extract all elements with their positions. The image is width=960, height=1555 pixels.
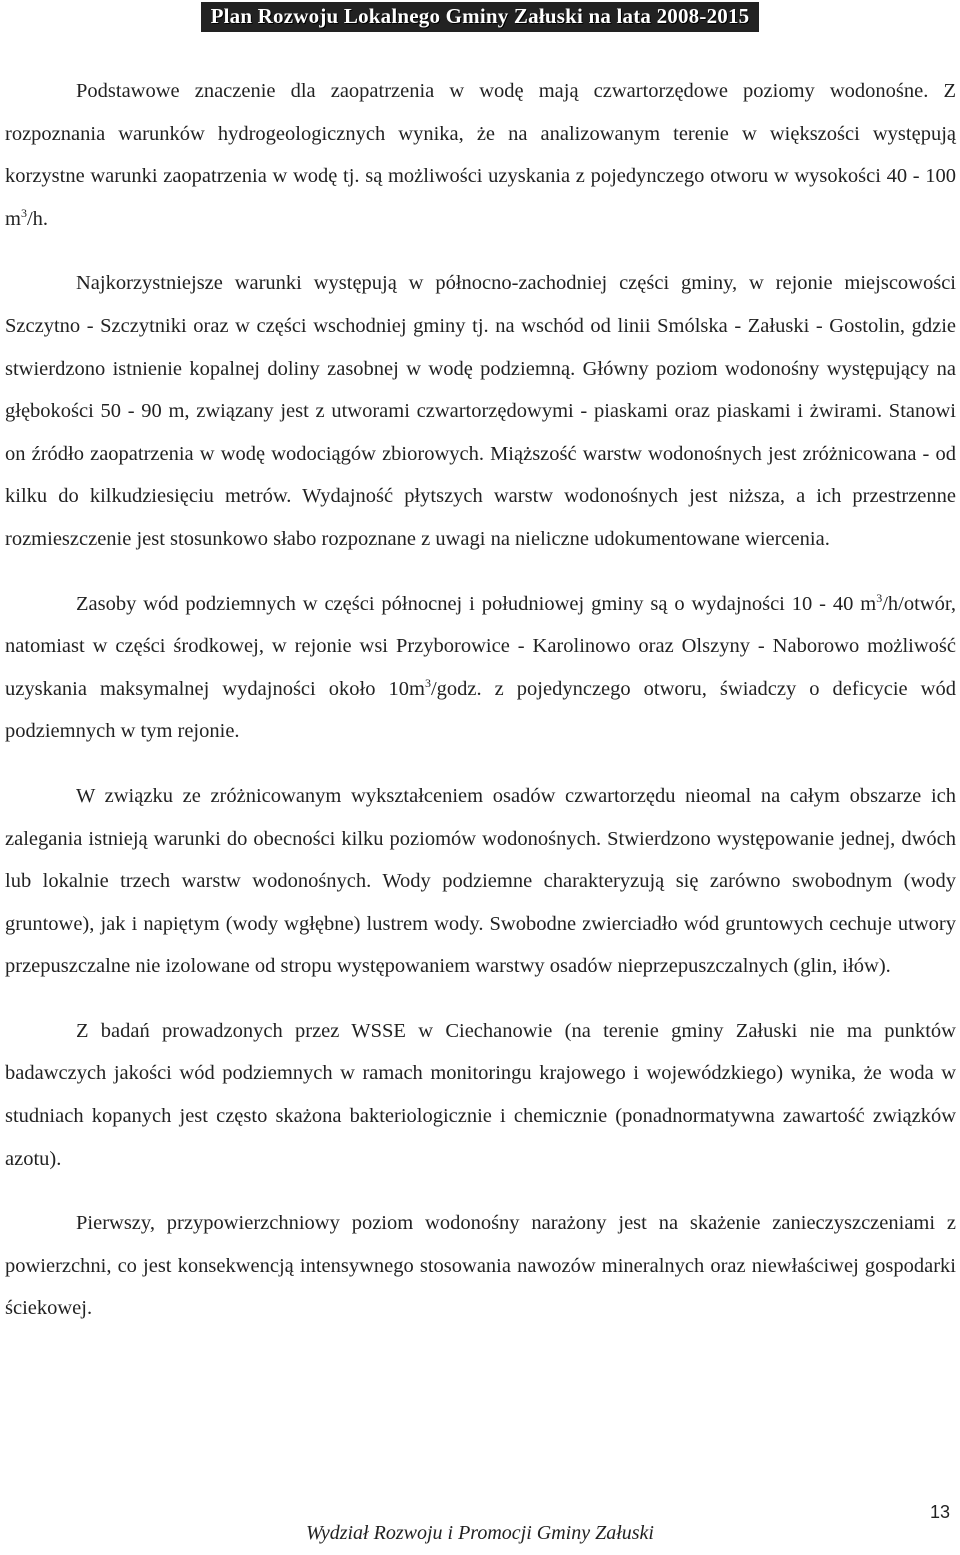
- paragraph-text: Z badań prowadzonych przez WSSE w Ciechanowie (na terenie gminy Załuski nie ma punktów badawczych jakości wód podziemnych w ramach monitoringu krajowego i wojewódzkiego) wynika, że woda w studniach kopanych jest często skażona bakteriologicznie i chemicznie (ponadnormatywna zawartość związków azotu).: [5, 1019, 956, 1170]
- page-footer: Wydział Rozwoju i Promocji Gminy Załuski: [306, 1522, 654, 1544]
- page-header: [0, 0, 960, 34]
- paragraph-text: Zasoby wód podziemnych w części północnej i południowej gminy są o wydajności 10 - 40 m: [76, 592, 877, 615]
- superscript: 3: [424, 675, 431, 690]
- paragraph: [5, 262, 956, 560]
- paragraph-text: Podstawowe znaczenie dla zaopatrzenia w wodę mają czwartorzędowe poziomy wodonośne. Z rozpoznania warunków hydrogeologicznych wynika, że na analizowanym terenie w większości występują korzystne warunki zaopatrzenia w wodę tj. są możliwości uzyskania z pojedynczego otworu w wysokości 40 - 100 m: [5, 80, 956, 230]
- paragraph: [5, 1010, 956, 1180]
- paragraph-text: Pierwszy, przypowierzchniowy poziom wodonośny narażony jest na skażenie zanieczyszczeniami z powierzchni, co jest konsekwencją intensywnego stosowania nawozów mineralnych oraz niewłaściwej gospodarki ściekowej.: [5, 1212, 956, 1320]
- superscript: 3: [876, 590, 883, 605]
- document-body: [5, 70, 956, 1352]
- paragraph-text: /h.: [26, 207, 49, 230]
- paragraph-text: /h/otwór, natomiast w części środkowej, w rejonie wsi Przyborowice - Karolinowo oraz Olszyny - Naborowo możliwość uzyskania maksymalnej wydajności około 10m: [5, 592, 956, 700]
- superscript: 3: [20, 205, 27, 220]
- document-title: Plan Rozwoju Lokalnego Gminy Załuski na lata 2008-2015: [201, 2, 760, 32]
- paragraph-text: Najkorzystniejsze warunki występują w północno-zachodniej części gminy, w rejonie miejscowości Szczytno - Szczytniki oraz w części wschodniej gminy tj. na wschód od linii Smólska - Załuski - Gostolin, gdzie stwierdzono istnienie kopalnej doliny zasobnej w wodę podziemną. Główny poziom wodonośny występujący na głębokości 50 - 90 m, związany jest z utworami czwartorzędowymi - piaskami oraz piaskami i żwirami. Stanowi on źródło zaopatrzenia w wodę wodociągów zbiorowych. Miąższość warstw wodonośnych jest zróżnicowana - od kilku do kilkudziesięciu metrów. Wydajność płytszych warstw wodonośnych jest niższa, a ich przestrzenne rozmieszczenie jest stosunkowo słabo rozpoznane z uwagi na nieliczne udokumentowane wiercenia.: [5, 272, 956, 550]
- paragraph: [5, 775, 956, 988]
- paragraph: [5, 1202, 956, 1330]
- paragraph-text: /godz. z pojedynczego otworu, świadczy o deficycie wód podziemnych w tym rejonie.: [5, 677, 956, 743]
- paragraph: [5, 583, 956, 753]
- paragraph-text: W związku ze zróżnicowanym wykształceniem osadów czwartorzędu nieomal na całym obszarze ich zalegania istnieją warunki do obecności kilku poziomów wodonośnych. Stwierdzono występowanie jednej, dwóch lub lokalnie trzech warstw wodonośnych. Wody podziemne charakteryzują się zarówno swobodnym (wody gruntowe), jak i napiętym (wody wgłębne) lustrem wody. Swobodne zwierciadło wód gruntowych cechuje utwory przepuszczalne nie izolowane od stropu występowaniem warstwy osadów nieprzepuszczalnych (glin, iłów).: [5, 784, 956, 978]
- paragraph: [5, 70, 956, 240]
- page-number: 13: [929, 1502, 950, 1522]
